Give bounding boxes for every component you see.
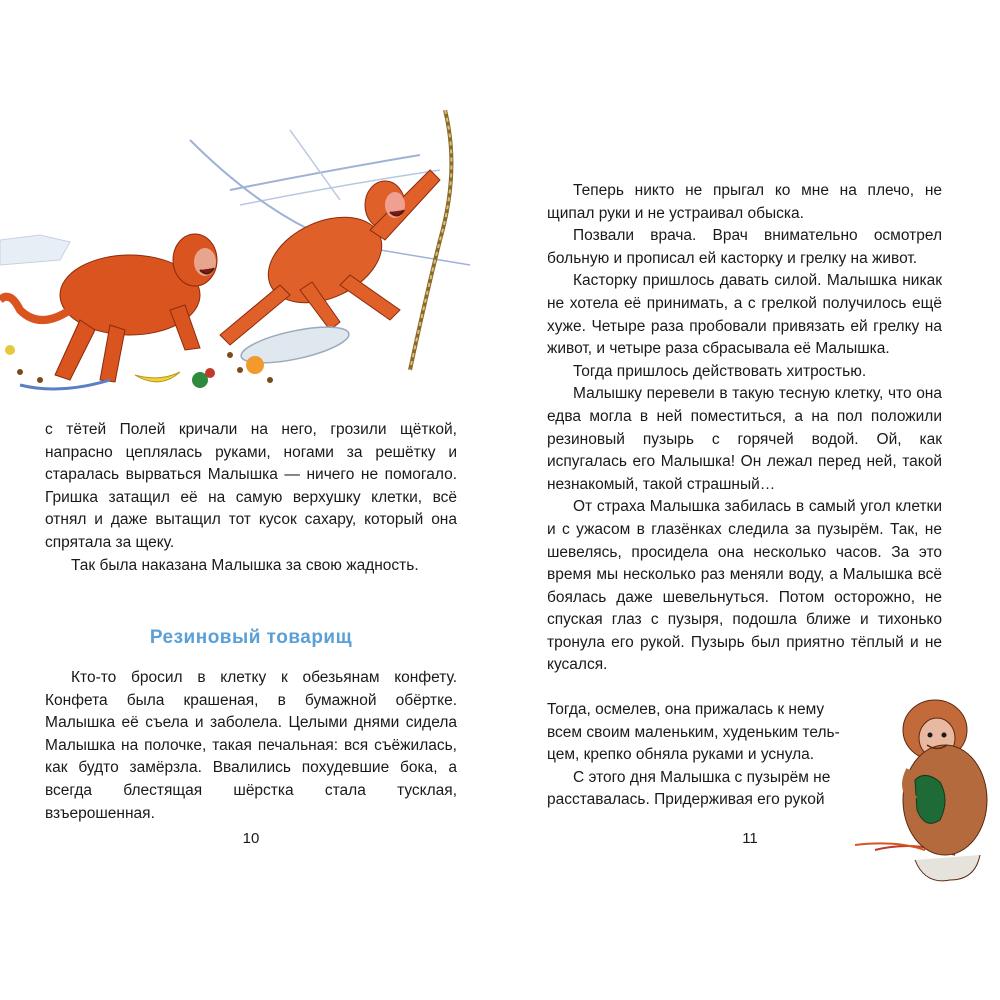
left-lower-text bbox=[45, 667, 457, 825]
monkey-with-hot-water-bottle-illustration bbox=[855, 690, 995, 890]
paragraph: Теперь никто не прыгал ко мне на плечо, не щипал руки и не устраивал обыска. bbox=[547, 182, 942, 222]
paragraph: Кто-то бросил в клетку к обезьянам конфету. Конфета была крашеная, в бумажной обёртке. Малышка её съела и заболела. Целыми днями сидела Малышка на полочке, такая печальная: вся съёжилась, как будто замёрзла. Ввалились похудевшие бока, а всегда блестящая шёрстка стала тусклая, взъерошенная. bbox=[45, 669, 457, 822]
text-line: С этого дня Малышка с пузырём не bbox=[573, 768, 831, 786]
paragraph: От страха Малышка забилась в самый угол клетки и с ужасом в глазёнках следила за пузырём. Так, не шевелясь, просидела она несколько часов. За это время мы несколько раз меняли воду, а Малышка всё боялась даже шевельнуться. Потом осторожно, не спуская глаз с пузыря, подошла ближе и тихонько тронула его рукой. Пузырь был приятно тёплый и не кусался. bbox=[547, 498, 942, 674]
paragraph: Малышку перевели в такую тесную клетку, что она едва могла в ней поместиться, а на пол положили резиновый пузырь с горячей водой. Ой, как испугалась его Малышка! Он лежал перед ней, такой незнакомый, такой страшный… bbox=[547, 385, 942, 493]
chapter-title: Резиновый товарищ bbox=[149, 627, 353, 648]
paragraph: Касторку пришлось давать силой. Малышка никак не хотела её принимать, а с грелкой получилось ещё хуже. Четыре раза пробовали привязать ей грелку на живот, и четыре раза сбрасывала её Малышка. bbox=[547, 272, 942, 358]
paragraph: с тётей Полей кричали на него, грозили щёткой, напрасно цеплялась руками, ногами за решётку и старалась вырваться Малышка — ничего не помогало. Гришка затащил её на самую верхушку клетки, всё отнял и даже вытащил тот кусок сахару, который она спрятала за щеку. bbox=[45, 421, 457, 551]
paragraph: Так была наказана Малышка за свою жадность. bbox=[71, 556, 419, 574]
text-line: цем, крепко обняла руками и уснула. bbox=[547, 746, 815, 764]
right-upper-text bbox=[547, 180, 942, 677]
page-number-left: 10 bbox=[242, 830, 260, 847]
page-number-right: 11 bbox=[742, 830, 758, 847]
text-line: расставалась. Придерживая его рукой bbox=[547, 791, 825, 809]
paragraph: Тогда пришлось действовать хитростью. bbox=[573, 362, 867, 380]
left-upper-text bbox=[45, 419, 457, 577]
text-line: всем своим маленьким, худеньким тель- bbox=[547, 723, 840, 741]
text-line: Тогда, осмелев, она прижалась к нему bbox=[547, 701, 825, 718]
paragraph: Позвали врача. Врач внимательно осмотрел больную и прописал ей касторку и грелку на живот. bbox=[547, 227, 942, 267]
monkeys-fighting-illustration bbox=[0, 110, 500, 410]
